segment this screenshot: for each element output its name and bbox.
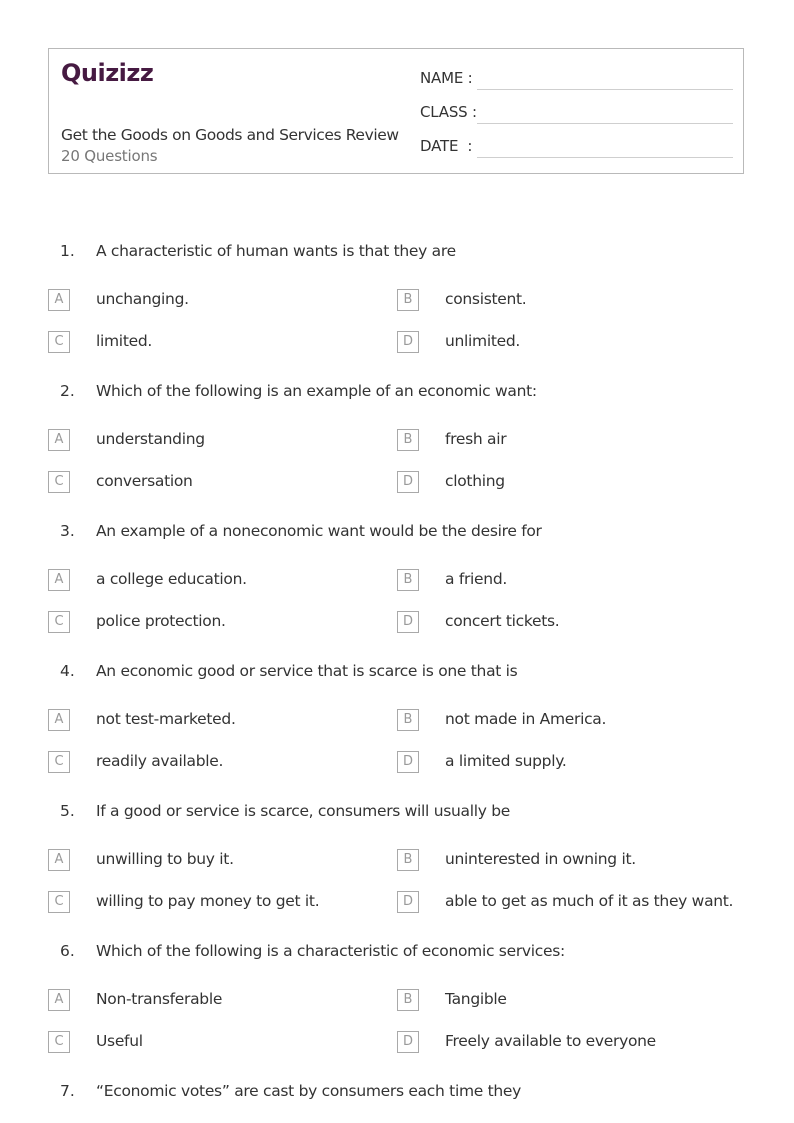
option-text: Freely available to everyone	[445, 1032, 656, 1050]
question-text: A characteristic of human wants is that they are	[96, 242, 456, 260]
option-text: uninterested in owning it.	[445, 850, 636, 868]
question-number: 5.	[60, 802, 75, 820]
option-text: not made in America.	[445, 710, 607, 728]
worksheet-header	[48, 48, 744, 174]
option-letter-box[interactable]: D	[397, 331, 419, 353]
option-letter-box[interactable]: B	[397, 289, 419, 311]
question-number: 3.	[60, 522, 75, 540]
option-text: concert tickets.	[445, 612, 560, 630]
question-text: Which of the following is an example of an economic want:	[96, 382, 537, 400]
option-letter-box[interactable]: A	[48, 709, 70, 731]
question-number: 7.	[60, 1082, 75, 1100]
option-letter-box[interactable]: B	[397, 569, 419, 591]
name-label: NAME :	[420, 69, 473, 87]
option-letter-box[interactable]: B	[397, 849, 419, 871]
option-text: limited.	[96, 332, 152, 350]
option-text: fresh air	[445, 430, 507, 448]
class-line[interactable]	[477, 123, 733, 124]
class-label: CLASS :	[420, 103, 477, 121]
option-letter-box[interactable]: C	[48, 891, 70, 913]
option-letter-box[interactable]: D	[397, 471, 419, 493]
option-letter-box[interactable]: C	[48, 751, 70, 773]
option-text: unlimited.	[445, 332, 521, 350]
option-letter-box[interactable]: C	[48, 331, 70, 353]
date-line[interactable]	[477, 157, 733, 158]
option-text: a friend.	[445, 570, 507, 588]
option-text: not test-marketed.	[96, 710, 236, 728]
option-text: a limited supply.	[445, 752, 567, 770]
option-text: a college education.	[96, 570, 247, 588]
quizizz-logo: Quizizz	[61, 59, 154, 87]
option-letter-box[interactable]: B	[397, 989, 419, 1011]
option-text: clothing	[445, 472, 505, 490]
question-number: 1.	[60, 242, 75, 260]
worksheet-title: Get the Goods on Goods and Services Review	[61, 126, 399, 144]
question-count: 20 Questions	[61, 147, 158, 165]
option-letter-box[interactable]: D	[397, 611, 419, 633]
option-letter-box[interactable]: A	[48, 429, 70, 451]
option-text: police protection.	[96, 612, 226, 630]
date-label: DATE :	[420, 137, 473, 155]
option-text: unwilling to buy it.	[96, 850, 234, 868]
option-text: consistent.	[445, 290, 527, 308]
option-text: willing to pay money to get it.	[96, 892, 320, 910]
option-letter-box[interactable]: A	[48, 289, 70, 311]
question-text: “Economic votes” are cast by consumers each time they	[96, 1082, 522, 1100]
option-text: able to get as much of it as they want.	[445, 892, 734, 910]
option-letter-box[interactable]: C	[48, 1031, 70, 1053]
option-text: unchanging.	[96, 290, 189, 308]
question-number: 2.	[60, 382, 75, 400]
question-number: 6.	[60, 942, 75, 960]
option-letter-box[interactable]: D	[397, 891, 419, 913]
option-letter-box[interactable]: C	[48, 611, 70, 633]
option-text: conversation	[96, 472, 193, 490]
option-letter-box[interactable]: D	[397, 1031, 419, 1053]
option-letter-box[interactable]: D	[397, 751, 419, 773]
option-letter-box[interactable]: B	[397, 709, 419, 731]
option-text: understanding	[96, 430, 205, 448]
option-letter-box[interactable]: C	[48, 471, 70, 493]
question-text: An example of a noneconomic want would be the desire for	[96, 522, 542, 540]
question-number: 4.	[60, 662, 75, 680]
option-text: Tangible	[445, 990, 507, 1008]
option-letter-box[interactable]: B	[397, 429, 419, 451]
option-text: Useful	[96, 1032, 143, 1050]
question-text: An economic good or service that is scarce is one that is	[96, 662, 518, 680]
option-letter-box[interactable]: A	[48, 989, 70, 1011]
option-letter-box[interactable]: A	[48, 849, 70, 871]
name-line[interactable]	[477, 89, 733, 90]
question-text: Which of the following is a characteristic of economic services:	[96, 942, 565, 960]
option-text: readily available.	[96, 752, 224, 770]
option-text: Non-transferable	[96, 990, 223, 1008]
question-text: If a good or service is scarce, consumers will usually be	[96, 802, 511, 820]
option-letter-box[interactable]: A	[48, 569, 70, 591]
